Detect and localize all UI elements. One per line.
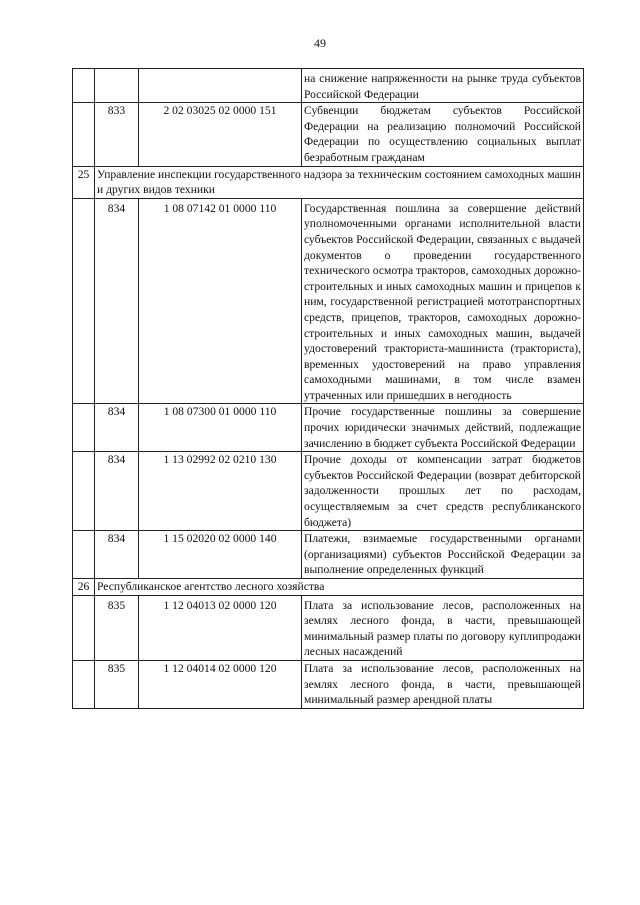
revenue-code-cell: 1 12 04014 02 0000 120 xyxy=(139,660,302,708)
row-number-cell xyxy=(73,103,95,166)
description-cell: Плата за использование лесов, расположенных на землях лесного фонда, в части, превышающей минимальный размер арендной платы xyxy=(302,660,584,708)
row-number-cell xyxy=(73,69,95,103)
admin-code-cell: 834 xyxy=(95,198,139,404)
admin-code-cell: 834 xyxy=(95,404,139,452)
agency-name: Республиканское агентство лесного хозяйства xyxy=(95,579,584,596)
revenue-code-cell: 1 12 04013 02 0000 120 xyxy=(139,595,302,660)
revenue-code-cell: 1 08 07300 01 0000 110 xyxy=(139,404,302,452)
table-row xyxy=(73,595,584,660)
page-number: 49 xyxy=(314,36,326,50)
revenue-code-cell: 1 13 02992 02 0210 130 xyxy=(139,452,302,531)
agency-number: 25 xyxy=(73,166,95,198)
revenue-code-cell xyxy=(139,69,302,103)
row-number-cell xyxy=(73,595,95,660)
agency-header-row xyxy=(73,166,584,198)
admin-code-cell: 835 xyxy=(95,595,139,660)
revenue-code-cell: 1 15 02020 02 0000 140 xyxy=(139,531,302,579)
admin-code-cell: 834 xyxy=(95,531,139,579)
agency-name: Управление инспекции государственного надзора за техническим состоянием самоходных машин и других видов техники xyxy=(95,166,584,198)
row-number-cell xyxy=(73,404,95,452)
description-cell: Прочие государственные пошлины за совершение прочих юридически значимых действий, подлежащие зачислению в бюджет субъекта Российской Федерации xyxy=(302,404,584,452)
table-row xyxy=(73,660,584,708)
agency-number: 26 xyxy=(73,579,95,596)
table-row xyxy=(73,404,584,452)
table-row xyxy=(73,198,584,404)
description-cell: Прочие доходы от компенсации затрат бюджетов субъектов Российской Федерации (возврат дебиторской задолженности прошлых лет по расходам, осуществляемым за счет средств республиканского бюджета) xyxy=(302,452,584,531)
admin-code-cell xyxy=(95,69,139,103)
description-cell: Плата за использование лесов, расположенных на землях лесного фонда, в части, превышающей минимальный размер платы по договору куплипродажи лесных насаждений xyxy=(302,595,584,660)
description-cell: Платежи, взимаемые государственными органами (организациями) субъектов Российской Федерации за выполнение определенных функций xyxy=(302,531,584,579)
table-row xyxy=(73,103,584,166)
admin-code-cell: 834 xyxy=(95,452,139,531)
table-row xyxy=(73,452,584,531)
description-cell: Субвенции бюджетам субъектов Российской Федерации на реализацию полномочий Российской Федерации по осуществлению социальных выплат безработным гражданам xyxy=(302,103,584,166)
revenue-codes-table xyxy=(72,68,584,709)
description-cell: на снижение напряженности на рынке труда субъектов Российской Федерации xyxy=(302,69,584,103)
agency-header-row xyxy=(73,579,584,596)
table-row xyxy=(73,69,584,103)
row-number-cell xyxy=(73,452,95,531)
description-cell: Государственная пошлина за совершение действий уполномоченными органами исполнительной власти субъектов Российской Федерации, связанных с выдачей документов о проведении государственного технического осмотра тракторов, самоходных дорожно-строительных и иных самоходных машин и прицепов к ним, государственной регистрацией мототранспортных средств, прицепов, тракторов, самоходных дорожно-строительных и иных самоходных машин, выдачей удостоверений тракториста-машиниста (тракториста), временных удостоверений на право управления самоходными машинами, в том числе взамен утраченных или пришедших в негодность xyxy=(302,198,584,404)
admin-code-cell: 833 xyxy=(95,103,139,166)
row-number-cell xyxy=(73,198,95,404)
revenue-code-cell: 2 02 03025 02 0000 151 xyxy=(139,103,302,166)
row-number-cell xyxy=(73,531,95,579)
admin-code-cell: 835 xyxy=(95,660,139,708)
table-row xyxy=(73,531,584,579)
revenue-code-cell: 1 08 07142 01 0000 110 xyxy=(139,198,302,404)
row-number-cell xyxy=(73,660,95,708)
